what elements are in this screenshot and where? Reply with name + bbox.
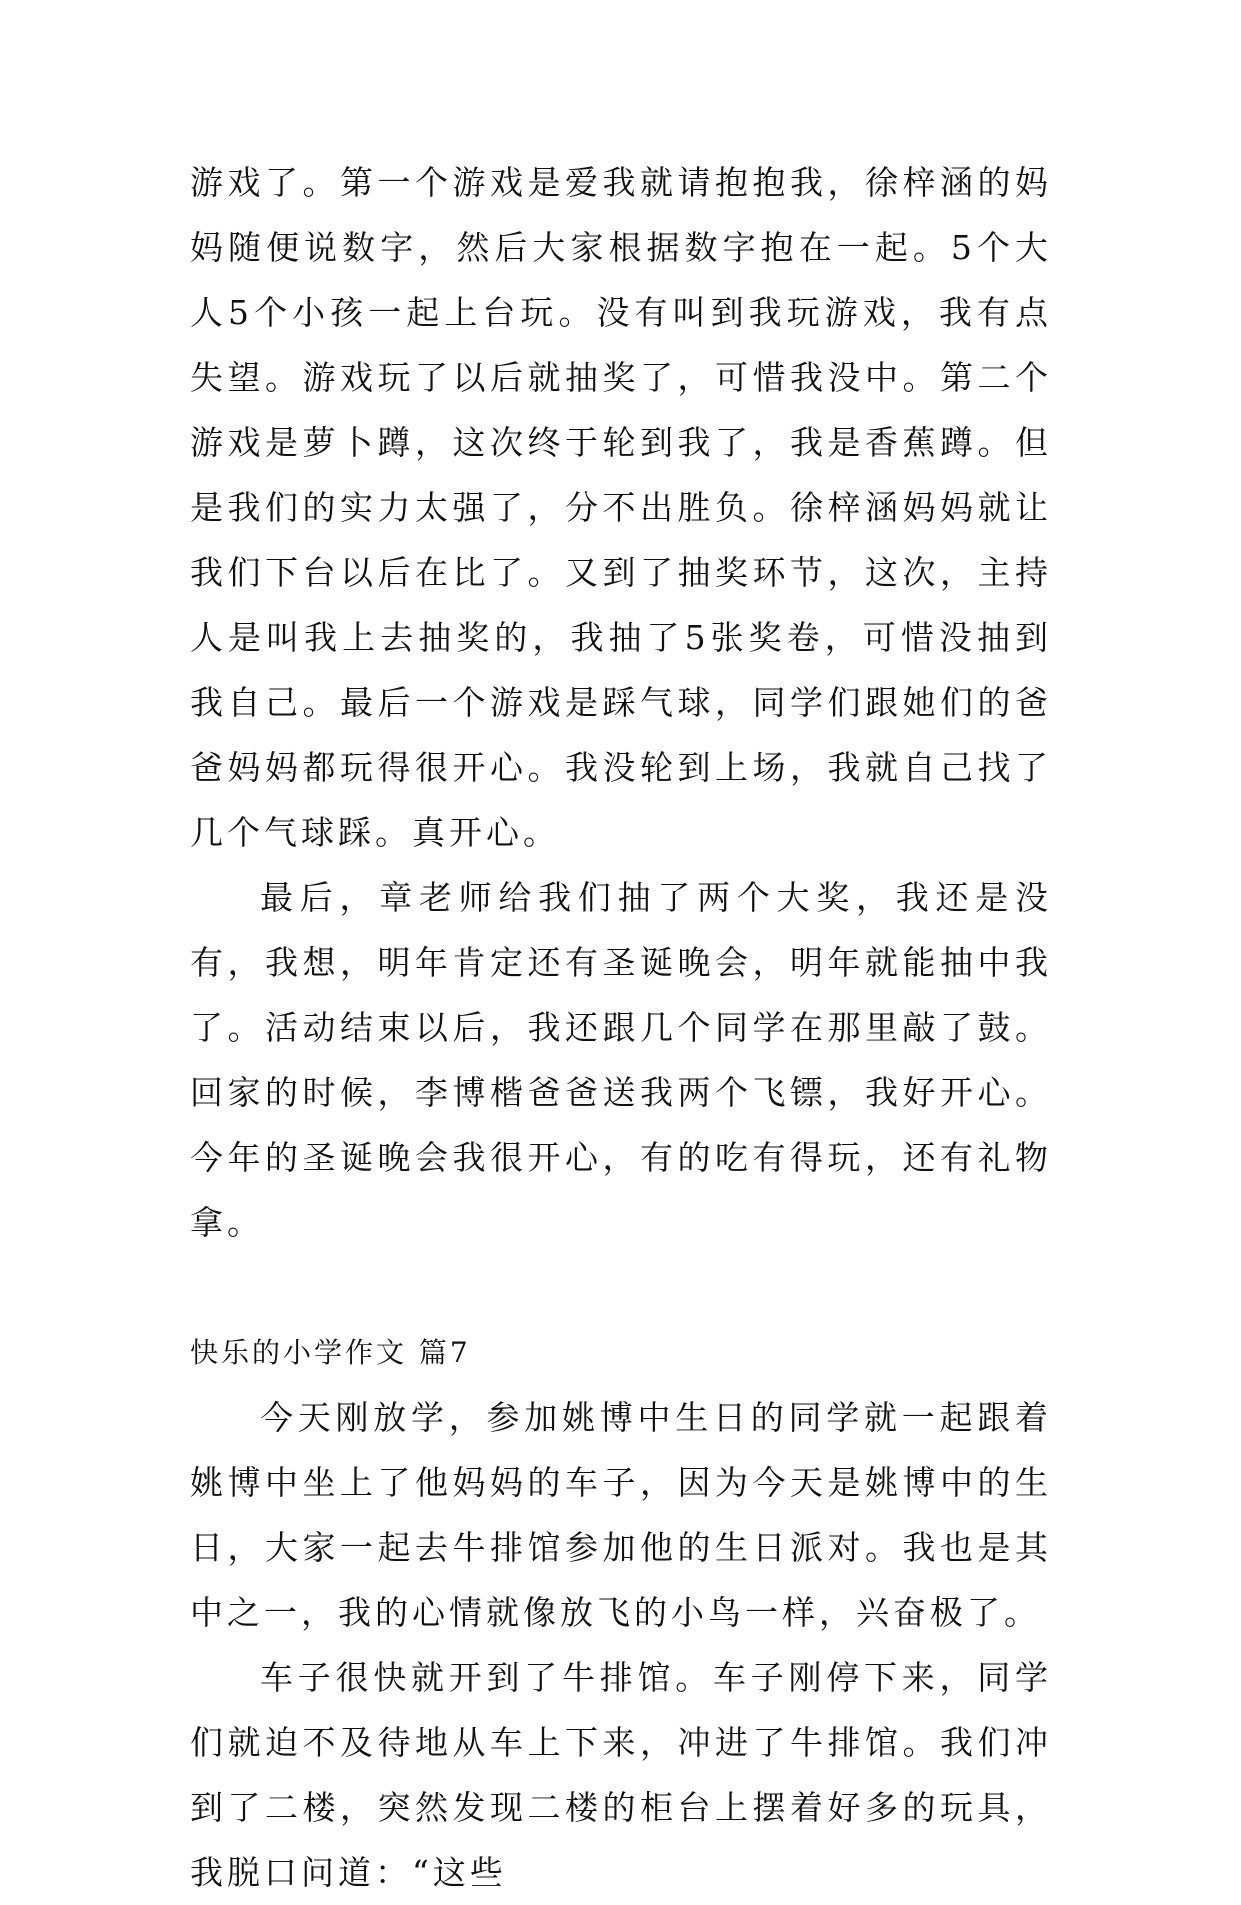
paragraph-continued: 游戏了。第一个游戏是爱我就请抱抱我，徐梓涵的妈妈随便说数字，然后大家根据数字抱在一起。5个大人5个小孩一起上台玩。没有叫到我玩游戏，我有点失望。游戏玩了以后就抽奖了，可惜我没中。第二个游戏是萝卜蹲，这次终于轮到我了，我是香蕉蹲。但是我们的实力太强了，分不出胜负。徐梓涵妈妈就让我们下台以后在比了。又到了抽奖环节，这次，主持人是叫我上去抽奖的，我抽了5张奖卷，可惜没抽到我自己。最后一个游戏是踩气球，同学们跟她们的爸爸妈妈都玩得很开心。我没轮到上场，我就自己找了几个气球踩。真开心。 (190, 163, 1052, 852)
paragraph: 今天刚放学，参加姚博中生日的同学就一起跟着姚博中坐上了他妈妈的车子，因为今天是姚博中的生日，大家一起去牛排馆参加他的生日派对。我也是其中之一，我的心情就像放飞的小鸟一样，兴奋极了。 (190, 1398, 1052, 1632)
section-heading: 快乐的小学作文 篇7 (190, 1336, 471, 1369)
paragraph: 最后，章老师给我们抽了两个大奖，我还是没有，我想，明年肯定还有圣诞晚会，明年就能抽中我了。活动结束以后，我还跟几个同学在那里敲了鼓。回家的时候，李博楷爸爸送我两个飞镖，我好开心。今年的圣诞晚会我很开心，有的吃有得玩，还有礼物拿。 (190, 878, 1052, 1242)
document-page (190, 150, 1052, 1905)
paragraph: 车子很快就开到了牛排馆。车子刚停下来，同学们就迫不及待地从车上下来，冲进了牛排馆。我们冲到了二楼，突然发现二楼的柜台上摆着好多的玩具，我脱口问道：“这些 (190, 1658, 1052, 1892)
